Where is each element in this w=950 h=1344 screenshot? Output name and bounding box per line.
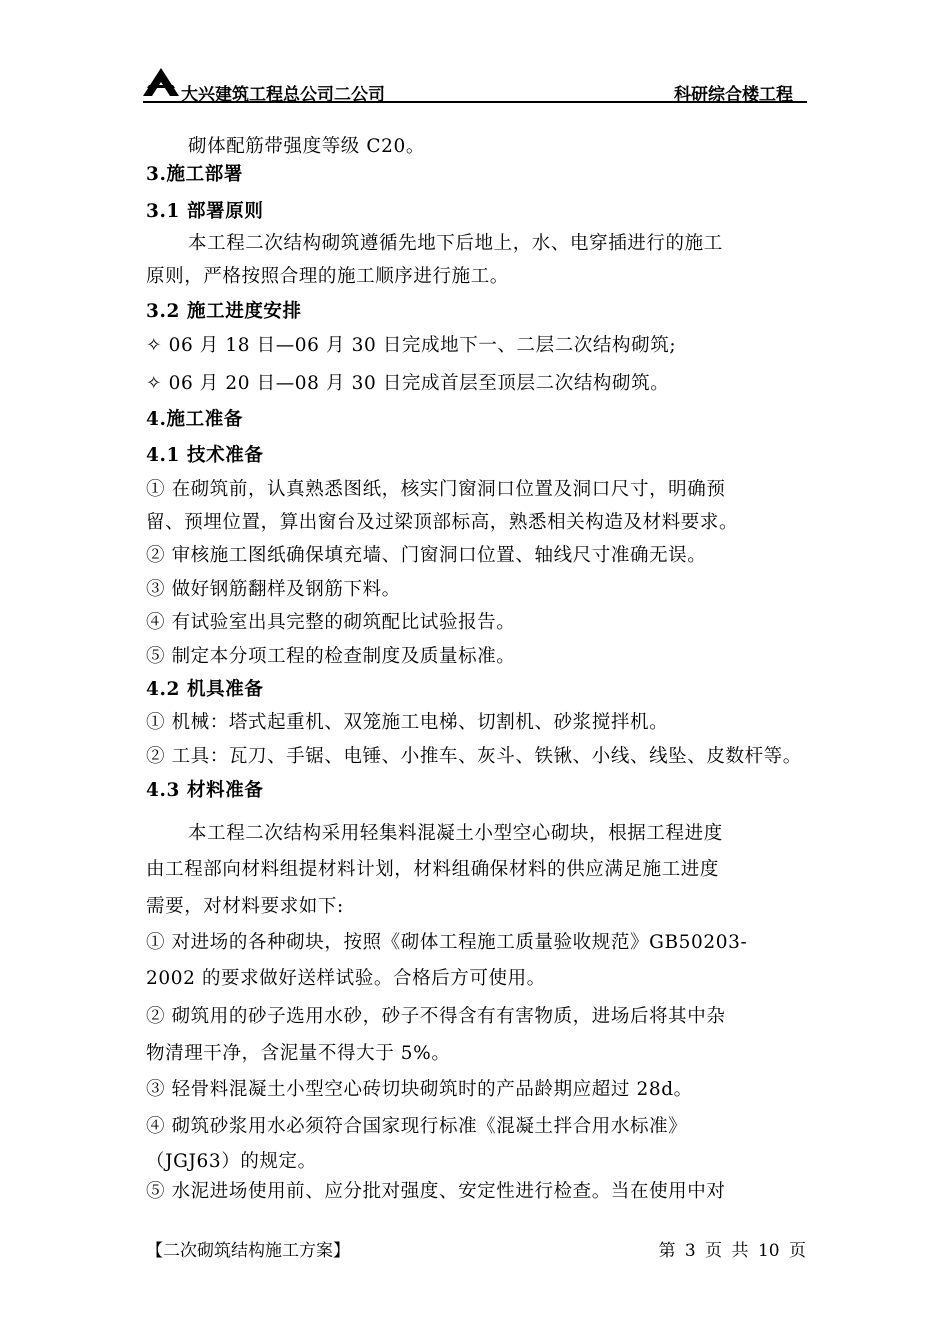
company-name: 大兴建筑工程总公司二公司 [181,85,385,105]
company-logo-icon [143,68,179,96]
list-item: ① 在砌筑前，认真熟悉图纸，核实门窗洞口位置及洞口尺寸，明确预 [146,479,726,500]
list-item: ④ 砌筑砂浆用水必须符合国家现行标准《混凝土拌合用水标准》 [146,1116,688,1137]
list-item: ✧ 06 月 20 日—08 月 30 日完成首层至顶层二次结构砌筑。 [146,373,670,394]
body-line: （JGJ63）的规定。 [146,1151,317,1172]
section-heading: 4.施工准备 [146,409,243,430]
list-item: ③ 做好钢筋翻样及钢筋下料。 [146,579,401,600]
list-item: ⑤ 水泥进场使用前、应分批对强度、安定性进行检查。当在使用中对 [146,1181,726,1202]
header-rule [143,101,807,103]
subsection-heading: 3.1 部署原则 [146,201,264,222]
list-item: ✧ 06 月 18 日—06 月 30 日完成地下一、二层二次结构砌筑; [146,335,677,356]
subsection-heading: 4.3 材料准备 [146,780,264,801]
list-item: ② 砌筑用的砂子选用水砂，砂子不得含有有害物质，进场后将其中杂 [146,1006,726,1027]
subsection-heading: 4.2 机具准备 [146,679,264,700]
list-item: ③ 轻骨料混凝土小型空心砖切块砌筑时的产品龄期应超过 28d。 [146,1079,693,1100]
body-line: 本工程二次结构砌筑遵循先地下后地上，水、电穿插进行的施工 [188,233,723,254]
list-item: ⑤ 制定本分项工程的检查制度及质量标准。 [146,646,516,667]
body-line: 2002 的要求做好送样试验。合格后方可使用。 [146,968,546,989]
body-line: 本工程二次结构采用轻集料混凝土小型空心砌块，根据工程进度 [188,823,723,844]
subsection-heading: 3.2 施工进度安排 [146,301,302,322]
body-line: 原则，严格按照合理的施工顺序进行施工。 [146,266,509,287]
footer-document-title: 【二次砌筑结构施工方案】 [146,1241,350,1261]
section-heading: 3.施工部署 [146,164,243,185]
list-item: ④ 有试验室出具完整的砌筑配比试验报告。 [146,612,516,633]
list-item: ① 对进场的各种砌块，按照《砌体工程施工质量验收规范》GB50203- [146,932,748,953]
page-header [143,66,807,104]
footer-page-number: 第 3 页 共 10 页 [658,1241,806,1261]
body-line: 留、预埋位置，算出窗台及过梁顶部标高，熟悉相关构造及材料要求。 [146,512,739,533]
list-item: ② 工具：瓦刀、手锯、电锤、小推车、灰斗、铁锹、小线、线坠、皮数杆等。 [146,746,802,767]
body-line: 由工程部向材料组提材料计划，材料组确保材料的供应满足施工进度 [146,859,720,880]
body-line: 物清理干净，含泥量不得大于 5%。 [146,1043,451,1064]
body-line: 需要，对材料要求如下: [146,896,344,917]
page-footer [146,1236,806,1262]
list-item: ② 审核施工图纸确保填充墙、门窗洞口位置、轴线尺寸准确无误。 [146,545,707,566]
subsection-heading: 4.1 技术准备 [146,445,264,466]
project-name: 科研综合楼工程 [674,85,793,105]
list-item: ① 机械：塔式起重机、双笼施工电梯、切割机、砂浆搅拌机。 [146,712,669,733]
body-line: 砌体配筋带强度等级 C20。 [188,136,425,157]
